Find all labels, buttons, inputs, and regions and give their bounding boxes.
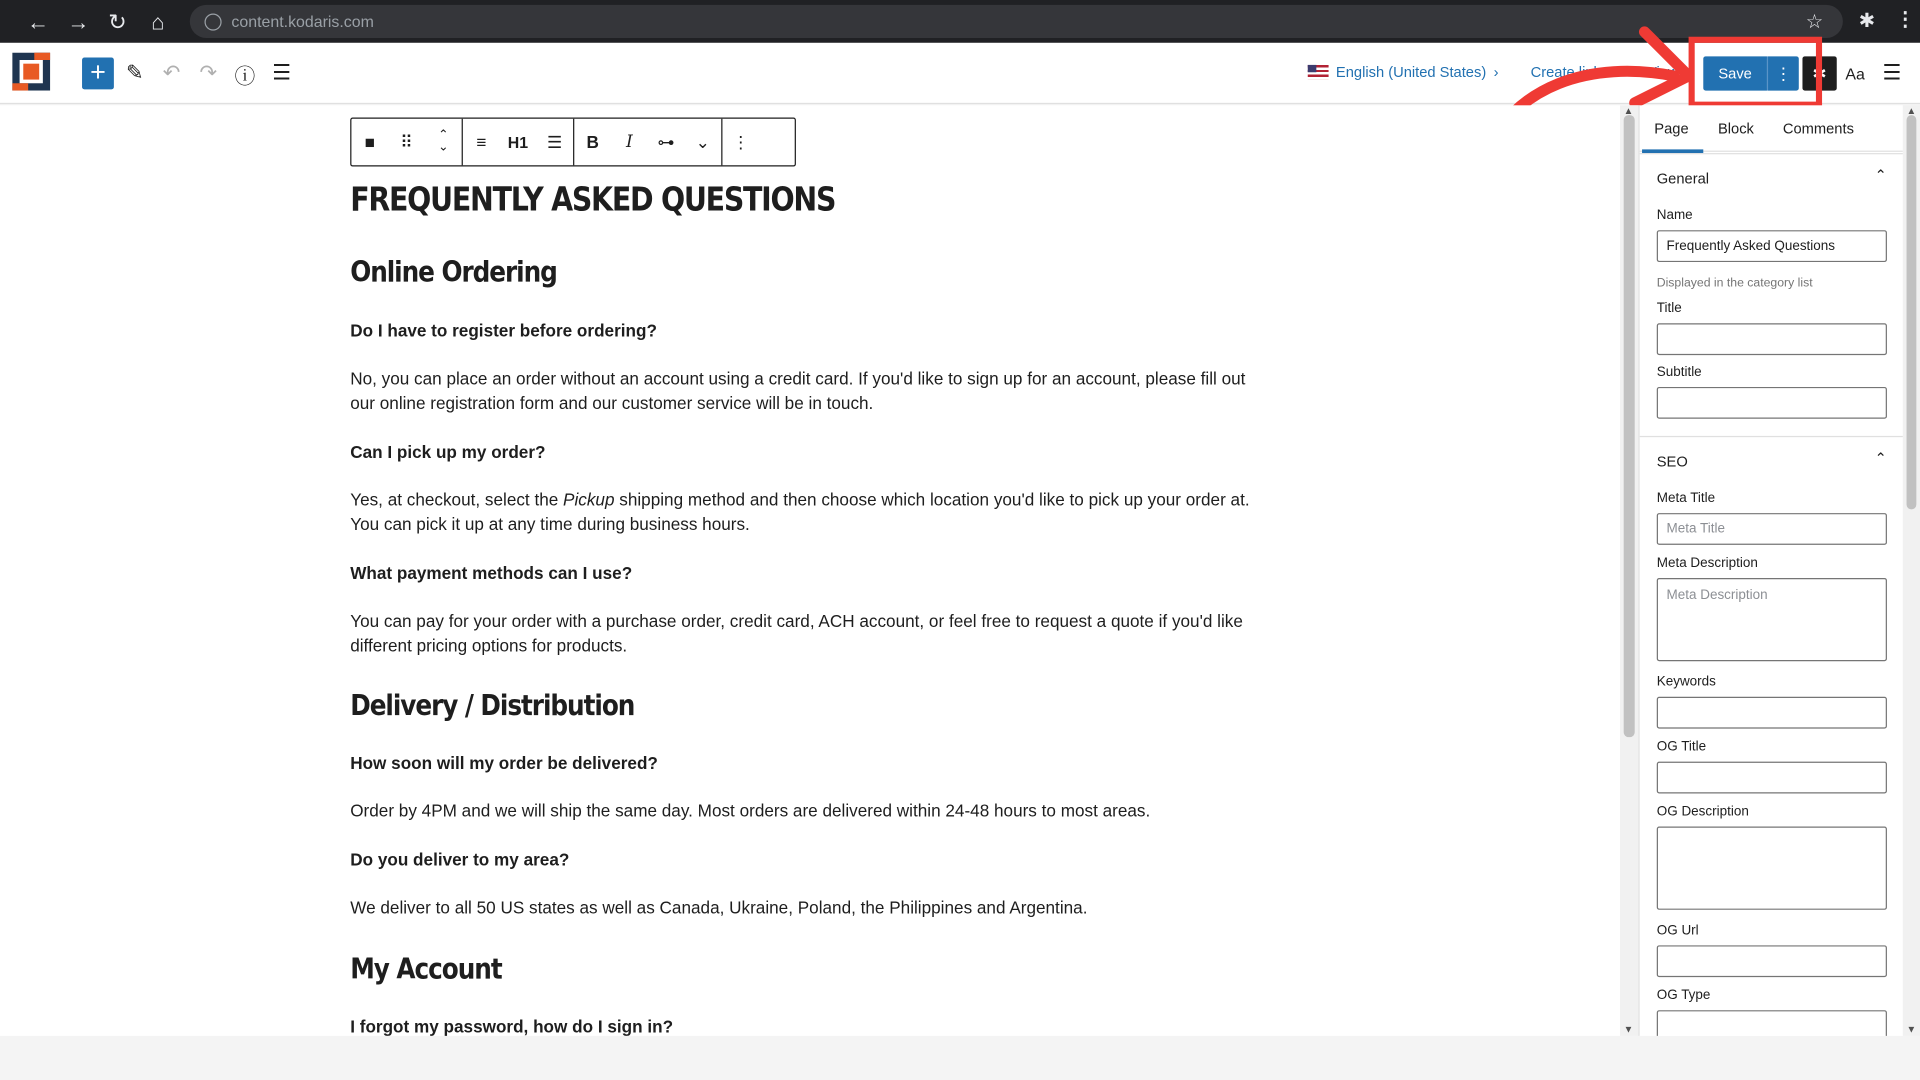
tab-block[interactable]: Block [1717,120,1754,138]
panel-title: General [1656,170,1710,188]
og-description-label: OG Description [1656,804,1749,820]
align-block-icon[interactable]: ≡ [476,132,487,152]
og-url-input[interactable] [1657,945,1887,977]
star-icon[interactable]: ☆ [1805,12,1824,34]
chevron-right-icon: › [1493,63,1499,81]
name-input[interactable]: Frequently Asked Questions [1657,230,1887,262]
faq-question[interactable]: Do you deliver to my area? [350,849,570,870]
editor-canvas[interactable] [0,105,1638,1036]
typography-button[interactable]: Aa [1845,64,1865,83]
scrollbar-thumb[interactable] [1624,115,1635,737]
undo-icon[interactable]: ↶ [162,61,181,85]
url-text: content.kodaris.com [231,12,374,31]
reload-icon[interactable]: ↻ [108,9,127,34]
subtitle-label: Subtitle [1656,364,1702,380]
sidebar-scrollbar[interactable] [1903,105,1920,1036]
us-flag-icon [1308,65,1329,80]
link-icon[interactable]: ⊶ [657,131,675,152]
tab-page[interactable]: Page [1654,120,1689,138]
add-block-button[interactable]: + [82,58,114,90]
title-input[interactable] [1657,323,1887,355]
seo-panel-header[interactable] [1640,436,1903,483]
bookmark-icon[interactable]: ■ [364,132,375,152]
faq-question[interactable]: Do I have to register before ordering? [350,320,657,341]
general-panel-header[interactable] [1640,153,1903,200]
panel-title: SEO [1656,453,1688,471]
scroll-down-icon[interactable]: ▼ [1623,1023,1634,1035]
scrollbar-thumb[interactable] [1907,115,1917,509]
kodaris-logo-icon[interactable] [12,53,50,91]
italic-icon[interactable]: I [626,132,633,152]
answer-text: shipping method and then choose which location you'd like to pick up your order at. You can pick it up at any time during business hours. [350,489,1250,534]
og-description-textarea[interactable] [1657,827,1887,910]
settings-sidebar [1638,105,1902,1036]
name-label: Name [1656,208,1693,223]
kebab-icon[interactable]: ⋮ [1895,9,1916,31]
language-label: English (United States) [1335,63,1487,81]
faq-answer[interactable]: Order by 4PM and we will ship the same day. Most orders are delivered within 24-48 hours to most areas. [350,800,1151,821]
answer-text: Yes, at checkout, select the [350,489,564,510]
save-button[interactable]: Save [1703,56,1767,90]
puzzle-icon[interactable]: ✱ [1858,11,1876,32]
canvas-scrollbar[interactable] [1620,105,1638,1036]
scroll-up-icon[interactable]: ▲ [1906,105,1917,117]
move-up-down-icon[interactable]: ⌃ ⌄ [438,128,449,155]
og-title-input[interactable] [1657,762,1887,794]
title-label: Title [1656,301,1682,316]
chevron-down-icon[interactable]: ⌄ [695,131,711,152]
section-heading[interactable]: Online Ordering [350,254,557,289]
faq-answer[interactable] [350,487,1268,536]
info-icon[interactable]: ⓘ [234,64,256,88]
og-url-label: OG Url [1656,923,1699,938]
view-link[interactable]: View [1646,63,1679,81]
meta-description-label: Meta Description [1656,555,1758,571]
redo-icon[interactable]: ↷ [199,61,217,85]
og-title-label: OG Title [1656,739,1707,755]
faq-answer[interactable]: We deliver to all 50 US states as well as Canada, Ukraine, Poland, the Philippines and Argentina. [350,897,1088,918]
meta-title-input[interactable]: Meta Title [1657,513,1887,545]
faq-question[interactable]: What payment methods can I use? [350,563,633,583]
list-view-icon[interactable]: ☰ [272,61,291,85]
section-heading[interactable]: Delivery / Distribution [350,688,635,723]
keywords-input[interactable] [1657,697,1887,729]
drag-handle-icon[interactable]: ⠿ [400,131,413,152]
home-icon[interactable]: ⌂ [151,9,165,34]
meta-title-label: Meta Title [1656,491,1716,506]
faq-question[interactable]: I forgot my password, how do I sign in? [350,1016,674,1036]
chevron-up-icon: ⌃ [1874,449,1887,467]
sidebar-tabs [1640,105,1903,152]
align-text-icon[interactable]: ☰ [547,131,563,152]
answer-emphasis: Pickup [563,489,615,510]
forward-icon[interactable]: → [67,9,90,34]
subtitle-input[interactable] [1657,387,1887,419]
name-help-text: Displayed in the category list [1656,276,1813,291]
og-type-label: OG Type [1656,988,1711,1003]
faq-question[interactable]: How soon will my order be delivered? [350,753,658,773]
faq-question[interactable]: Can I pick up my order? [350,442,546,462]
page-title[interactable]: FREQUENTLY ASKED QUESTIONS [350,181,836,220]
more-options-icon[interactable]: ⋮ [732,131,750,152]
globe-icon [204,13,221,30]
faq-answer[interactable]: No, you can place an order without an account using a credit card. If you'd like to sign up for an account, please fill out our online registration form and our customer service will be in touch. [350,368,1246,413]
save-options-button[interactable]: ⋮ [1767,56,1799,90]
menu-icon[interactable]: ☰ [1882,61,1902,85]
heading-level-button[interactable]: H1 [507,132,529,152]
settings-gear-icon[interactable]: ✱ [1802,56,1836,90]
back-icon[interactable]: ← [26,9,49,34]
section-heading[interactable]: My Account [350,951,502,986]
keywords-label: Keywords [1656,674,1716,690]
scroll-up-icon[interactable]: ▲ [1623,105,1634,117]
og-type-input[interactable] [1657,1010,1887,1036]
faq-answer[interactable]: You can pay for your order with a purchase order, credit card, ACH account, or feel free to request a quote if you'd like different pricing options for products. [350,611,1243,656]
scroll-down-icon[interactable]: ▼ [1906,1023,1917,1035]
meta-description-textarea[interactable]: Meta Description [1657,578,1887,661]
save-highlight-box [1689,37,1822,108]
block-toolbar [350,118,796,167]
chevron-up-icon: ⌃ [1874,166,1887,184]
tab-comments[interactable]: Comments [1782,120,1854,138]
bold-icon[interactable]: B [586,132,599,152]
create-link[interactable]: Create link [1530,63,1601,81]
pencil-icon[interactable]: ✎ [125,61,144,85]
